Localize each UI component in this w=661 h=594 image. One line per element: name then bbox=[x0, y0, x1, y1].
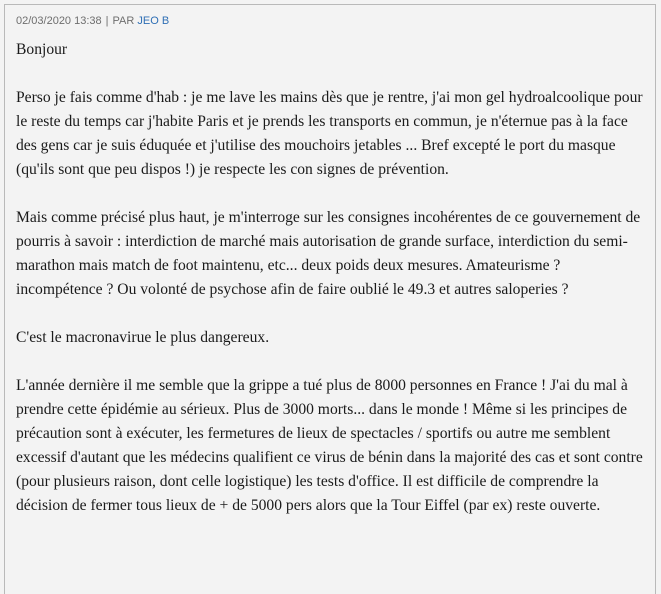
comment-paragraph: C'est le macronavirue le plus dangereux. bbox=[16, 329, 270, 346]
comment-paragraph: Mais comme précisé plus haut, je m'interroge sur les consignes incohérentes de ce gouvernement de pourris à savoir : interdiction de marché mais autorisation de grande surface, interdiction du semi-marathon mais match de foot maintenu, etc... deux poids deux mesures. Amateurisme ? incompétence ? Ou volonté de psychose afin de faire oublié le 49.3 et autres saloperies ? bbox=[16, 209, 641, 298]
comment-card bbox=[4, 4, 656, 594]
comment-meta bbox=[16, 14, 169, 28]
author-link[interactable]: JEO B bbox=[137, 15, 170, 27]
comment-paragraph: Perso je fais comme d'hab : je me lave les mains dès que je rentre, j'ai mon gel hydroalcoolique pour le reste du temps car j'habite Paris et je prends les transports en commun, je n'éternue pas à la face des gens car je suis éduquée et j'utilise des mouchoirs jetables ... Bref excepté le port du masque (qu'ils sont que peu dispos !) je respecte les con signes de prévention. bbox=[16, 89, 643, 178]
meta-separator: | bbox=[105, 15, 109, 27]
comment-paragraph: Bonjour bbox=[16, 41, 68, 58]
comment-date: 02/03/2020 13:38 bbox=[16, 15, 102, 27]
by-label: PAR bbox=[112, 15, 135, 27]
comment-body bbox=[16, 38, 648, 542]
comment-paragraph: L'année dernière il me semble que la grippe a tué plus de 8000 personnes en France ! J'ai du mal à prendre cette épidémie au sérieux. Plus de 3000 morts... dans le monde ! Même si les principes de précaution sont à exécuter, les fermetures de lieux de spectacles / sportifs ou autre me semblent excessif d'autant que les médecins qualifient ce virus de bénin dans la majorité des cas et sont contre (pour plusieurs raison, dont celle logistique) les tests d'office. Il est difficile de comprendre la décision de fermer tous lieux de + de 5000 pers alors que la Tour Eiffel (par ex) reste ouverte. bbox=[16, 377, 643, 514]
